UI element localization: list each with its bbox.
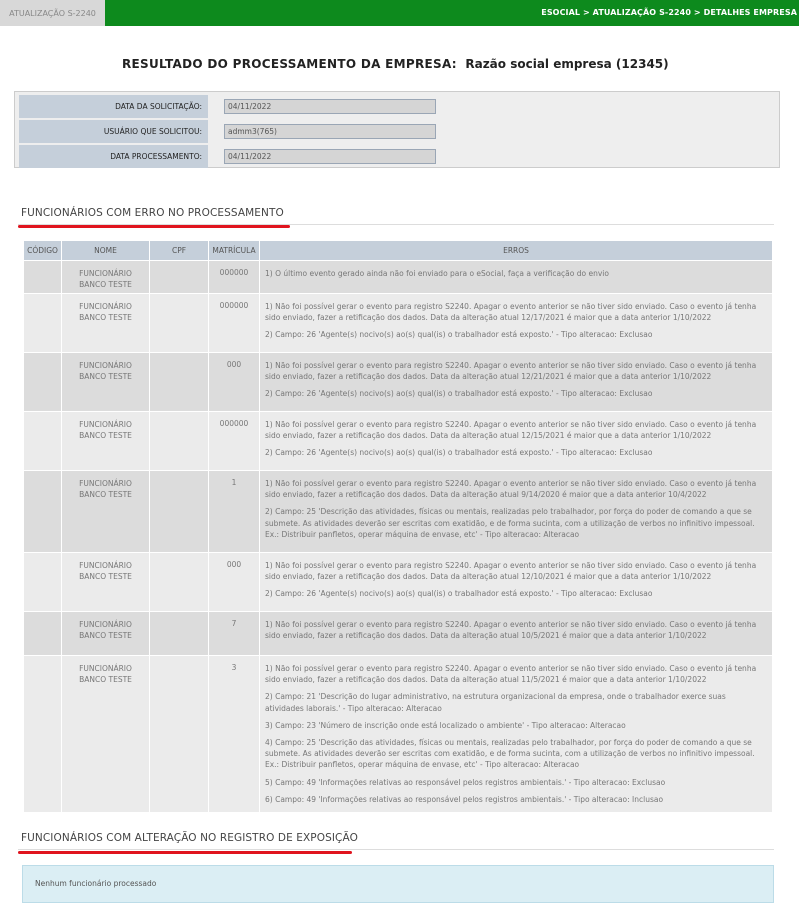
error-message: 1) Não foi possível gerar o evento para registro S2240. Apagar o evento anterior se não tiver sido enviado. Caso o evento já tenha sido enviado, fazer a retificação dos dados. Data da alteração atual 12/10/2021 é maior que a data anterior 1/10/2022: [265, 561, 757, 582]
error-message: 5) Campo: 49 'Informações relativas ao responsável pelos registros ambientais.' - Tipo alteracao: Exclusao: [265, 777, 666, 787]
column-header-erros[interactable]: ERROS: [260, 241, 772, 260]
cell-erros: [260, 412, 772, 470]
top-bar: [0, 0, 799, 26]
cell-codigo: [24, 294, 61, 352]
exposure-section-title: FUNCIONÁRIOS COM ALTERAÇÃO NO REGISTRO DE EXPOSIÇÃO: [21, 832, 358, 844]
cell-erros: [260, 553, 772, 611]
empty-result-message: Nenhum funcionário processado: [22, 865, 774, 903]
cell-nome: FUNCIONÁRIO BANCO TESTE: [62, 612, 149, 655]
request-info-panel: [14, 91, 780, 168]
cell-erros: [260, 294, 772, 352]
processing-date-field: 04/11/2022: [224, 149, 436, 164]
cell-matricula: 000000: [209, 294, 259, 352]
section-divider: [18, 849, 774, 850]
table-row: [24, 553, 772, 611]
error-message: 4) Campo: 25 'Descrição das atividades, físicas ou mentais, realizadas pelo trabalhador, por força do poder de comando a que se submete. As atividades deverão ser escritas com exatidão, e de forma sucinta, com a utilização de verbos no infinitivo impessoal. Ex.: Distribuir panfletos, operar máquina de envase, etc' - Tipo alteracao: Alteracao: [265, 738, 755, 770]
error-message: 2) Campo: 25 'Descrição das atividades, físicas ou mentais, realizadas pelo trabalhador, por força do poder de comando a que se submete. As atividades deverão ser escritas com exatidão, e de forma sucinta, com a utilização de verbos no infinitivo impessoal. Ex.: Distribuir panfletos, operar máquina de envase, etc' - Tipo alteracao: Alteracao: [265, 507, 755, 539]
error-message: 2) Campo: 26 'Agente(s) nocivo(s) ao(s) qual(is) o trabalhador está exposto.' - Tipo alteracao: Exclusao: [265, 589, 653, 599]
cell-codigo: [24, 656, 61, 812]
cell-erros: [260, 656, 772, 812]
cell-codigo: [24, 553, 61, 611]
cell-cpf: [150, 612, 208, 655]
cell-cpf: [150, 656, 208, 812]
error-message: 2) Campo: 21 'Descrição do lugar administrativo, na estrutura organizacional da empresa, onde o trabalhador exerce suas atividades laborais.' - Tipo alteracao: Alteracao: [265, 692, 726, 713]
error-message: 1) O último evento gerado ainda não foi enviado para o eSocial, faça a verificação do envio: [265, 269, 609, 278]
error-message: 1) Não foi possível gerar o evento para registro S2240. Apagar o evento anterior se não tiver sido enviado. Caso o evento já tenha sido enviado, fazer a retificação dos dados. Data da alteração atual 10/5/2021 é maior que a data anterior 1/10/2022: [265, 620, 757, 641]
request-date-field: 04/11/2022: [224, 99, 436, 114]
error-message: 6) Campo: 49 'Informações relativas ao responsável pelos registros ambientais.' - Tipo alteracao: Inclusao: [265, 794, 664, 804]
section-underline: [18, 851, 352, 854]
cell-cpf: [150, 412, 208, 470]
cell-codigo: [24, 471, 61, 552]
info-row-user: [17, 119, 777, 143]
error-message: 1) Não foi possível gerar o evento para registro S2240. Apagar o evento anterior se não tiver sido enviado. Caso o evento já tenha sido enviado, fazer a retificação dos dados. Data da alteração atual 12/21/2021 é maior que a data anterior 1/10/2022: [265, 361, 757, 382]
info-label: DATA DA SOLICITAÇÃO:: [19, 95, 208, 118]
error-message: 2) Campo: 26 'Agente(s) nocivo(s) ao(s) qual(is) o trabalhador está exposto.' - Tipo alteracao: Exclusao: [265, 330, 653, 340]
cell-codigo: [24, 412, 61, 470]
cell-matricula: 3: [209, 656, 259, 812]
errors-section-title: FUNCIONÁRIOS COM ERRO NO PROCESSAMENTO: [21, 207, 284, 219]
page-title-label: RESULTADO DO PROCESSAMENTO DA EMPRESA:: [122, 57, 457, 71]
cell-codigo: [24, 612, 61, 655]
cell-nome: FUNCIONÁRIO BANCO TESTE: [62, 261, 149, 293]
table-row: [24, 261, 772, 293]
column-header-nome[interactable]: NOME: [62, 241, 149, 260]
breadcrumb: ESOCIAL > ATUALIZAÇÃO S-2240 > DETALHES EMPRESA: [541, 8, 797, 17]
table-row: [24, 353, 772, 411]
column-header-cpf[interactable]: CPF: [150, 241, 208, 260]
table-row: [24, 656, 772, 812]
tab-atualizacao-s2240[interactable]: ATUALIZAÇÃO S-2240: [0, 0, 105, 26]
cell-cpf: [150, 261, 208, 293]
cell-nome: FUNCIONÁRIO BANCO TESTE: [62, 471, 149, 552]
cell-nome: FUNCIONÁRIO BANCO TESTE: [62, 656, 149, 812]
table-row: [24, 294, 772, 352]
info-label: DATA PROCESSAMENTO:: [19, 145, 208, 168]
cell-cpf: [150, 353, 208, 411]
table-header-row: [24, 241, 772, 260]
cell-cpf: [150, 471, 208, 552]
info-label: USUÁRIO QUE SOLICITOU:: [19, 120, 208, 143]
cell-codigo: [24, 261, 61, 293]
cell-matricula: 1: [209, 471, 259, 552]
error-message: 1) Não foi possível gerar o evento para registro S2240. Apagar o evento anterior se não tiver sido enviado. Caso o evento já tenha sido enviado, fazer a retificação dos dados. Data da alteração atual 9/14/2020 é maior que a data anterior 10/4/2022: [265, 479, 757, 500]
cell-nome: FUNCIONÁRIO BANCO TESTE: [62, 353, 149, 411]
info-row-request-date: [17, 94, 777, 118]
cell-matricula: 7: [209, 612, 259, 655]
cell-erros: [260, 353, 772, 411]
error-message: 3) Campo: 23 'Número de inscrição onde está localizado o ambiente' - Tipo alteracao: Alteracao: [265, 720, 626, 730]
error-message: 2) Campo: 26 'Agente(s) nocivo(s) ao(s) qual(is) o trabalhador está exposto.' - Tipo alteracao: Exclusao: [265, 448, 653, 458]
section-underline: [18, 225, 290, 228]
cell-cpf: [150, 294, 208, 352]
cell-matricula: 000: [209, 353, 259, 411]
page-title: [122, 57, 669, 71]
cell-erros: [260, 471, 772, 552]
request-user-field: admm3(765): [224, 124, 436, 139]
company-name: Razão social empresa (12345): [465, 57, 669, 71]
table-row: [24, 471, 772, 552]
cell-matricula: 000000: [209, 412, 259, 470]
error-message: 2) Campo: 26 'Agente(s) nocivo(s) ao(s) qual(is) o trabalhador está exposto.' - Tipo alteracao: Exclusao: [265, 389, 653, 399]
errors-table: [23, 240, 773, 813]
cell-erros: [260, 261, 772, 293]
error-message: 1) Não foi possível gerar o evento para registro S2240. Apagar o evento anterior se não tiver sido enviado. Caso o evento já tenha sido enviado, fazer a retificação dos dados. Data da alteração atual 12/15/2021 é maior que a data anterior 1/10/2022: [265, 420, 757, 441]
errors-table-body: [24, 261, 772, 812]
cell-nome: FUNCIONÁRIO BANCO TESTE: [62, 412, 149, 470]
cell-matricula: 000: [209, 553, 259, 611]
info-row-processing-date: [17, 144, 777, 168]
column-header-matricula[interactable]: MATRÍCULA: [209, 241, 259, 260]
cell-cpf: [150, 553, 208, 611]
cell-erros: [260, 612, 772, 655]
cell-matricula: 000000: [209, 261, 259, 293]
cell-nome: FUNCIONÁRIO BANCO TESTE: [62, 294, 149, 352]
error-message: 1) Não foi possível gerar o evento para registro S2240. Apagar o evento anterior se não tiver sido enviado. Caso o evento já tenha sido enviado, fazer a retificação dos dados. Data da alteração atual 11/5/2021 é maior que a data anterior 1/10/2022: [265, 664, 757, 685]
table-row: [24, 412, 772, 470]
table-row: [24, 612, 772, 655]
cell-codigo: [24, 353, 61, 411]
error-message: 1) Não foi possível gerar o evento para registro S2240. Apagar o evento anterior se não tiver sido enviado. Caso o evento já tenha sido enviado, fazer a retificação dos dados. Data da alteração atual 12/17/2021 é maior que a data anterior 1/10/2022: [265, 302, 757, 323]
column-header-codigo[interactable]: CÓDIGO: [24, 241, 61, 260]
cell-nome: FUNCIONÁRIO BANCO TESTE: [62, 553, 149, 611]
